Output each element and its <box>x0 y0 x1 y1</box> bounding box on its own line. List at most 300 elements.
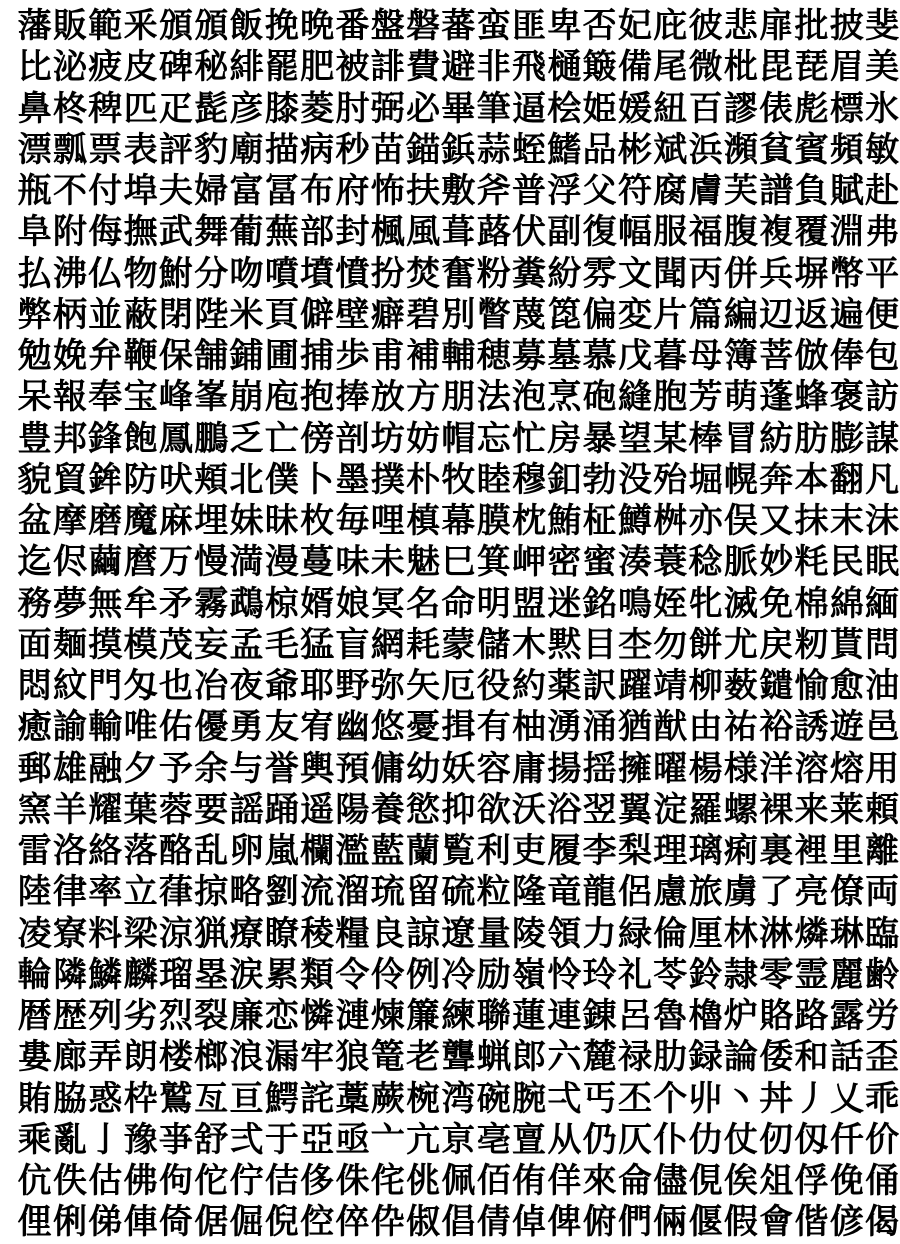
kanji-glyph: 附 <box>52 212 87 253</box>
kanji-glyph: 腕 <box>512 1078 547 1119</box>
kanji-glyph: 六 <box>547 1037 582 1078</box>
kanji-glyph: 乏 <box>229 418 264 459</box>
kanji-glyph: 泌 <box>52 47 87 88</box>
kanji-glyph: 侮 <box>88 212 123 253</box>
kanji-glyph: 亶 <box>512 1119 547 1160</box>
kanji-glyph: 毛 <box>264 624 299 665</box>
kanji-row <box>17 872 900 913</box>
kanji-row <box>17 831 900 872</box>
kanji-glyph: 姪 <box>653 583 688 624</box>
kanji-glyph: 鱒 <box>617 501 652 542</box>
kanji-glyph: 敷 <box>441 171 476 212</box>
kanji-glyph: 杢 <box>617 624 652 665</box>
kanji-glyph: 妄 <box>194 624 229 665</box>
kanji-glyph: 藩 <box>17 6 52 47</box>
kanji-glyph: 藍 <box>370 831 405 872</box>
kanji-glyph: 遊 <box>829 707 864 748</box>
kanji-glyph: 槙 <box>406 501 441 542</box>
kanji-glyph: 役 <box>476 666 511 707</box>
kanji-glyph: 媛 <box>617 88 652 129</box>
kanji-glyph: 也 <box>158 666 193 707</box>
kanji-glyph: 鼻 <box>17 88 52 129</box>
kanji-glyph: 弄 <box>88 1037 123 1078</box>
kanji-glyph: 肋 <box>653 1037 688 1078</box>
kanji-glyph: 綿 <box>829 583 864 624</box>
kanji-glyph: 務 <box>17 583 52 624</box>
kanji-glyph: 幣 <box>829 253 864 294</box>
kanji-glyph: 不 <box>52 171 87 212</box>
kanji-glyph: 糧 <box>335 913 370 954</box>
kanji-glyph: 俾 <box>547 1202 582 1243</box>
kanji-glyph: 宥 <box>300 707 335 748</box>
kanji-glyph: 連 <box>547 996 582 1037</box>
kanji-glyph: 由 <box>688 707 723 748</box>
kanji-glyph: 鋲 <box>441 129 476 170</box>
kanji-glyph: 仍 <box>582 1119 617 1160</box>
kanji-glyph: 墓 <box>547 336 582 377</box>
kanji-glyph: 緑 <box>617 913 652 954</box>
kanji-glyph: 佝 <box>158 1161 193 1202</box>
kanji-glyph: 俘 <box>794 1161 829 1202</box>
kanji-glyph: 霧 <box>194 583 229 624</box>
kanji-glyph: 漣 <box>335 996 370 1037</box>
kanji-glyph: 佶 <box>264 1161 299 1202</box>
kanji-glyph: 留 <box>406 872 441 913</box>
kanji-glyph: 牝 <box>688 583 723 624</box>
kanji-glyph: 侑 <box>512 1161 547 1202</box>
kanji-row <box>17 1161 900 1202</box>
kanji-glyph: 燐 <box>794 913 829 954</box>
kanji-glyph: 誘 <box>794 707 829 748</box>
kanji-glyph: 菱 <box>300 88 335 129</box>
kanji-glyph: 仞 <box>759 1119 794 1160</box>
kanji-glyph: 無 <box>88 583 123 624</box>
kanji-glyph: 簿 <box>723 336 758 377</box>
kanji-glyph: 蕃 <box>441 6 476 47</box>
kanji-glyph: 侶 <box>617 872 652 913</box>
kanji-glyph: 幼 <box>406 748 441 789</box>
kanji-glyph: 焚 <box>406 253 441 294</box>
kanji-glyph: 迄 <box>17 542 52 583</box>
kanji-glyph: 蓉 <box>158 789 193 830</box>
kanji-glyph: 浴 <box>547 789 582 830</box>
kanji-glyph: 耗 <box>406 624 441 665</box>
kanji-glyph: 枚 <box>300 501 335 542</box>
kanji-glyph: 炉 <box>723 996 758 1037</box>
kanji-glyph: 玲 <box>582 954 617 995</box>
kanji-glyph: 倪 <box>264 1202 299 1243</box>
kanji-row <box>17 625 900 666</box>
kanji-glyph: 篭 <box>370 1037 405 1078</box>
kanji-glyph: 乱 <box>194 831 229 872</box>
kanji-glyph: 癖 <box>370 294 405 335</box>
kanji-glyph: 慮 <box>653 872 688 913</box>
kanji-glyph: 惑 <box>88 1078 123 1119</box>
kanji-glyph: 麟 <box>123 954 158 995</box>
kanji-glyph: 倨 <box>194 1202 229 1243</box>
kanji-glyph: 坊 <box>370 418 405 459</box>
kanji-glyph: 料 <box>88 913 123 954</box>
kanji-glyph: 氷 <box>865 88 900 129</box>
kanji-glyph: 紋 <box>52 666 87 707</box>
kanji-glyph: 仂 <box>688 1119 723 1160</box>
kanji-glyph: 洋 <box>759 748 794 789</box>
kanji-glyph: 繭 <box>88 542 123 583</box>
kanji-glyph: 圃 <box>264 336 299 377</box>
kanji-glyph: 略 <box>229 872 264 913</box>
kanji-glyph: 弼 <box>370 88 405 129</box>
kanji-glyph: 躍 <box>617 666 652 707</box>
kanji-row <box>17 336 900 377</box>
kanji-glyph: 痢 <box>723 831 758 872</box>
kanji-glyph: 鉾 <box>88 459 123 500</box>
kanji-glyph: 旅 <box>688 872 723 913</box>
kanji-glyph: 倫 <box>653 913 688 954</box>
kanji-glyph: 豹 <box>194 129 229 170</box>
kanji-glyph: 佇 <box>229 1161 264 1202</box>
kanji-glyph: 梁 <box>123 913 158 954</box>
kanji-glyph: 描 <box>264 129 299 170</box>
kanji-glyph: 箆 <box>547 294 582 335</box>
kanji-row <box>17 955 900 996</box>
kanji-glyph: 撫 <box>123 212 158 253</box>
kanji-glyph: 牧 <box>441 459 476 500</box>
kanji-row <box>17 914 900 955</box>
kanji-glyph: 富 <box>229 171 264 212</box>
kanji-glyph: 棒 <box>688 418 723 459</box>
kanji-glyph: 箕 <box>476 542 511 583</box>
kanji-glyph: 祐 <box>723 707 758 748</box>
kanji-glyph: 怜 <box>547 954 582 995</box>
kanji-row <box>17 1120 900 1161</box>
kanji-glyph: 鋒 <box>88 418 123 459</box>
kanji-glyph: 翌 <box>582 789 617 830</box>
kanji-glyph: 臨 <box>865 913 900 954</box>
kanji-glyph: 品 <box>582 129 617 170</box>
kanji-glyph: 預 <box>335 748 370 789</box>
kanji-glyph: 俵 <box>759 88 794 129</box>
kanji-glyph: 満 <box>229 542 264 583</box>
kanji-glyph: 皮 <box>123 47 158 88</box>
kanji-glyph: 俐 <box>52 1202 87 1243</box>
kanji-glyph: 履 <box>547 831 582 872</box>
kanji-glyph: 倚 <box>158 1202 193 1243</box>
kanji-glyph: 秘 <box>194 47 229 88</box>
kanji-glyph: 摩 <box>52 501 87 542</box>
kanji-glyph: 柄 <box>52 294 87 335</box>
kanji-glyph: 吏 <box>512 831 547 872</box>
kanji-glyph: 蕨 <box>370 1078 405 1119</box>
kanji-glyph: 米 <box>229 294 264 335</box>
kanji-glyph: 亊 <box>158 1119 193 1160</box>
kanji-glyph: 粒 <box>476 872 511 913</box>
kanji-glyph: 齢 <box>865 954 900 995</box>
kanji-glyph: 抑 <box>441 789 476 830</box>
kanji-glyph: 龍 <box>582 872 617 913</box>
kanji-glyph: 妙 <box>759 542 794 583</box>
kanji-glyph: 翼 <box>617 789 652 830</box>
kanji-glyph: 噴 <box>264 253 299 294</box>
kanji-glyph: 瞭 <box>264 913 299 954</box>
kanji-glyph: 碑 <box>158 47 193 88</box>
kanji-glyph: 岬 <box>512 542 547 583</box>
kanji-glyph: 鮒 <box>158 253 193 294</box>
kanji-glyph: 舒 <box>194 1119 229 1160</box>
kanji-glyph: 亠 <box>370 1119 405 1160</box>
kanji-glyph: 餅 <box>688 624 723 665</box>
kanji-glyph: 里 <box>829 831 864 872</box>
kanji-glyph: 避 <box>441 47 476 88</box>
kanji-glyph: 話 <box>829 1037 864 1078</box>
kanji-glyph: 貰 <box>829 624 864 665</box>
kanji-glyph: 文 <box>617 253 652 294</box>
kanji-glyph: 丶 <box>723 1078 758 1119</box>
kanji-glyph: 溶 <box>794 748 829 789</box>
kanji-glyph: 羅 <box>688 789 723 830</box>
kanji-glyph: 猛 <box>300 624 335 665</box>
kanji-glyph: 丐 <box>582 1078 617 1119</box>
kanji-glyph: 了 <box>759 872 794 913</box>
kanji-glyph: 愉 <box>794 666 829 707</box>
kanji-glyph: 秒 <box>335 129 370 170</box>
kanji-glyph: 厘 <box>688 913 723 954</box>
kanji-glyph: 疲 <box>88 47 123 88</box>
kanji-glyph: 葡 <box>229 212 264 253</box>
kanji-glyph: 婁 <box>17 1037 52 1078</box>
kanji-glyph: 佻 <box>406 1161 441 1202</box>
kanji-glyph: 飯 <box>229 6 264 47</box>
kanji-glyph: 夫 <box>158 171 193 212</box>
kanji-glyph: 錨 <box>406 129 441 170</box>
kanji-glyph: 簾 <box>406 996 441 1037</box>
kanji-glyph: 釦 <box>547 459 582 500</box>
kanji-glyph: 落 <box>123 831 158 872</box>
kanji-glyph: 頻 <box>829 129 864 170</box>
kanji-glyph: 倭 <box>759 1037 794 1078</box>
kanji-glyph: 們 <box>617 1202 652 1243</box>
kanji-glyph: 戊 <box>617 336 652 377</box>
kanji-glyph: 孟 <box>229 624 264 665</box>
kanji-glyph: 浜 <box>688 129 723 170</box>
kanji-glyph: 盟 <box>512 583 547 624</box>
kanji-glyph: 仗 <box>723 1119 758 1160</box>
kanji-glyph: 从 <box>547 1119 582 1160</box>
kanji-glyph: 俤 <box>88 1202 123 1243</box>
kanji-glyph: 呂 <box>617 996 652 1037</box>
kanji-glyph: 友 <box>264 707 299 748</box>
kanji-glyph: 麺 <box>52 624 87 665</box>
kanji-glyph: 柾 <box>582 501 617 542</box>
kanji-row <box>17 6 900 47</box>
kanji-glyph: 盤 <box>370 6 405 47</box>
kanji-glyph: 頒 <box>194 6 229 47</box>
kanji-glyph: 剖 <box>335 418 370 459</box>
kanji-glyph: 嶺 <box>512 954 547 995</box>
kanji-glyph: 柳 <box>688 666 723 707</box>
kanji-glyph: 葎 <box>158 872 193 913</box>
kanji-glyph: 柚 <box>512 707 547 748</box>
kanji-glyph: 烹 <box>547 377 582 418</box>
kanji-glyph: 涼 <box>158 913 193 954</box>
kanji-glyph: 丼 <box>759 1078 794 1119</box>
kanji-glyph: 縫 <box>617 377 652 418</box>
kanji-glyph: 吠 <box>158 459 193 500</box>
kanji-glyph: 腹 <box>723 212 758 253</box>
kanji-glyph: 庇 <box>653 6 688 47</box>
kanji-glyph: 礼 <box>617 954 652 995</box>
kanji-glyph: 穂 <box>476 336 511 377</box>
kanji-glyph: 鰭 <box>547 129 582 170</box>
kanji-glyph: 緬 <box>865 583 900 624</box>
kanji-glyph: 辺 <box>759 294 794 335</box>
kanji-glyph: 譜 <box>759 171 794 212</box>
kanji-glyph: 理 <box>653 831 688 872</box>
kanji-glyph: 郎 <box>512 1037 547 1078</box>
kanji-glyph: 列 <box>88 996 123 1037</box>
kanji-glyph: 沸 <box>52 253 87 294</box>
kanji-glyph: 篇 <box>688 294 723 335</box>
kanji-glyph: 愈 <box>829 666 864 707</box>
kanji-glyph: 盲 <box>335 624 370 665</box>
kanji-glyph: 廉 <box>229 996 264 1037</box>
kanji-glyph: 北 <box>229 459 264 500</box>
kanji-glyph: 偈 <box>865 1202 900 1243</box>
kanji-glyph: 膨 <box>829 418 864 459</box>
kanji-glyph: 符 <box>617 171 652 212</box>
kanji-glyph: 霊 <box>794 954 829 995</box>
kanji-glyph: 俥 <box>123 1202 158 1243</box>
kanji-glyph: 桧 <box>547 88 582 129</box>
kanji-glyph: 裡 <box>794 831 829 872</box>
kanji-glyph: 和 <box>794 1037 829 1078</box>
kanji-glyph: 于 <box>264 1119 299 1160</box>
kanji-glyph: 膜 <box>476 501 511 542</box>
kanji-glyph: 服 <box>653 212 688 253</box>
kanji-glyph: 弁 <box>88 336 123 377</box>
kanji-glyph: 偏 <box>582 294 617 335</box>
kanji-glyph: 斌 <box>653 129 688 170</box>
kanji-glyph: 會 <box>759 1202 794 1243</box>
kanji-glyph: 爺 <box>264 666 299 707</box>
kanji-glyph: 余 <box>194 748 229 789</box>
kanji-glyph: 露 <box>829 996 864 1037</box>
kanji-glyph: 李 <box>582 831 617 872</box>
kanji-glyph: 伜 <box>370 1202 405 1243</box>
kanji-glyph: 本 <box>794 459 829 500</box>
kanji-glyph: 妹 <box>229 501 264 542</box>
kanji-glyph: 冒 <box>723 418 758 459</box>
kanji-glyph: 櫓 <box>688 996 723 1037</box>
kanji-glyph: 矛 <box>158 583 193 624</box>
kanji-glyph: 冥 <box>370 583 405 624</box>
kanji-glyph: 匁 <box>123 666 158 707</box>
kanji-glyph: 倡 <box>441 1202 476 1243</box>
kanji-glyph: 隷 <box>723 954 758 995</box>
kanji-glyph: 柊 <box>52 88 87 129</box>
kanji-glyph: 捕 <box>300 336 335 377</box>
kanji-glyph: 雷 <box>17 831 52 872</box>
kanji-glyph: 野 <box>335 666 370 707</box>
kanji-glyph: 様 <box>723 748 758 789</box>
kanji-glyph: 瞥 <box>476 294 511 335</box>
kanji-glyph: 吻 <box>229 253 264 294</box>
kanji-glyph: 湾 <box>441 1078 476 1119</box>
kanji-glyph: 眠 <box>865 542 900 583</box>
kanji-glyph: 乘 <box>17 1119 52 1160</box>
kanji-glyph: 亦 <box>688 501 723 542</box>
kanji-glyph: 酪 <box>158 831 193 872</box>
kanji-glyph: 頒 <box>158 6 193 47</box>
kanji-glyph: 抹 <box>794 501 829 542</box>
kanji-glyph: 彼 <box>688 6 723 47</box>
kanji-glyph: 防 <box>123 459 158 500</box>
kanji-glyph: 峯 <box>194 377 229 418</box>
kanji-glyph: 簸 <box>582 47 617 88</box>
kanji-glyph: 癒 <box>17 707 52 748</box>
kanji-glyph: 撲 <box>370 459 405 500</box>
kanji-glyph: 費 <box>406 47 441 88</box>
kanji-glyph: 両 <box>865 872 900 913</box>
kanji-glyph: 非 <box>476 47 511 88</box>
kanji-glyph: 誹 <box>370 47 405 88</box>
kanji-glyph: 便 <box>865 294 900 335</box>
kanji-glyph: 油 <box>865 666 900 707</box>
kanji-glyph: 幌 <box>723 459 758 500</box>
kanji-glyph: 楓 <box>370 212 405 253</box>
kanji-glyph: 葺 <box>441 212 476 253</box>
kanji-glyph: 濫 <box>335 831 370 872</box>
kanji-glyph: 熔 <box>829 748 864 789</box>
kanji-glyph: 偐 <box>829 1202 864 1243</box>
kanji-glyph: 戻 <box>759 624 794 665</box>
kanji-glyph: 漂 <box>17 129 52 170</box>
kanji-glyph: 飛 <box>512 47 547 88</box>
kanji-glyph: 淵 <box>829 212 864 253</box>
kanji-glyph: 侖 <box>617 1161 652 1202</box>
kanji-glyph: 姫 <box>582 88 617 129</box>
kanji-glyph: 璃 <box>688 831 723 872</box>
kanji-glyph: 扉 <box>759 6 794 47</box>
kanji-glyph: 良 <box>370 913 405 954</box>
kanji-glyph: 枠 <box>123 1078 158 1119</box>
kanji-glyph: 必 <box>406 88 441 129</box>
kanji-glyph: 番 <box>335 6 370 47</box>
kanji-glyph: 阜 <box>17 212 52 253</box>
kanji-glyph: 律 <box>52 872 87 913</box>
kanji-glyph: 稜 <box>300 913 335 954</box>
kanji-glyph: 諒 <box>406 913 441 954</box>
kanji-glyph: 湊 <box>617 542 652 583</box>
kanji-glyph: 帽 <box>441 418 476 459</box>
kanji-glyph: 妨 <box>406 418 441 459</box>
kanji-glyph: 鈴 <box>688 954 723 995</box>
kanji-glyph: 彪 <box>794 88 829 129</box>
kanji-row <box>17 790 900 831</box>
kanji-glyph: 枇 <box>723 47 758 88</box>
kanji-row <box>17 542 900 583</box>
kanji-glyph: 溜 <box>335 872 370 913</box>
kanji-glyph: 萌 <box>723 377 758 418</box>
kanji-glyph: 稔 <box>688 542 723 583</box>
kanji-glyph: 聾 <box>441 1037 476 1078</box>
kanji-glyph: 恋 <box>264 996 299 1037</box>
kanji-glyph: 鳳 <box>158 418 193 459</box>
kanji-glyph: 麓 <box>582 1037 617 1078</box>
kanji-glyph: 訪 <box>865 377 900 418</box>
kanji-glyph: 劣 <box>123 996 158 1037</box>
kanji-glyph: 壁 <box>335 294 370 335</box>
kanji-glyph: 没 <box>617 459 652 500</box>
